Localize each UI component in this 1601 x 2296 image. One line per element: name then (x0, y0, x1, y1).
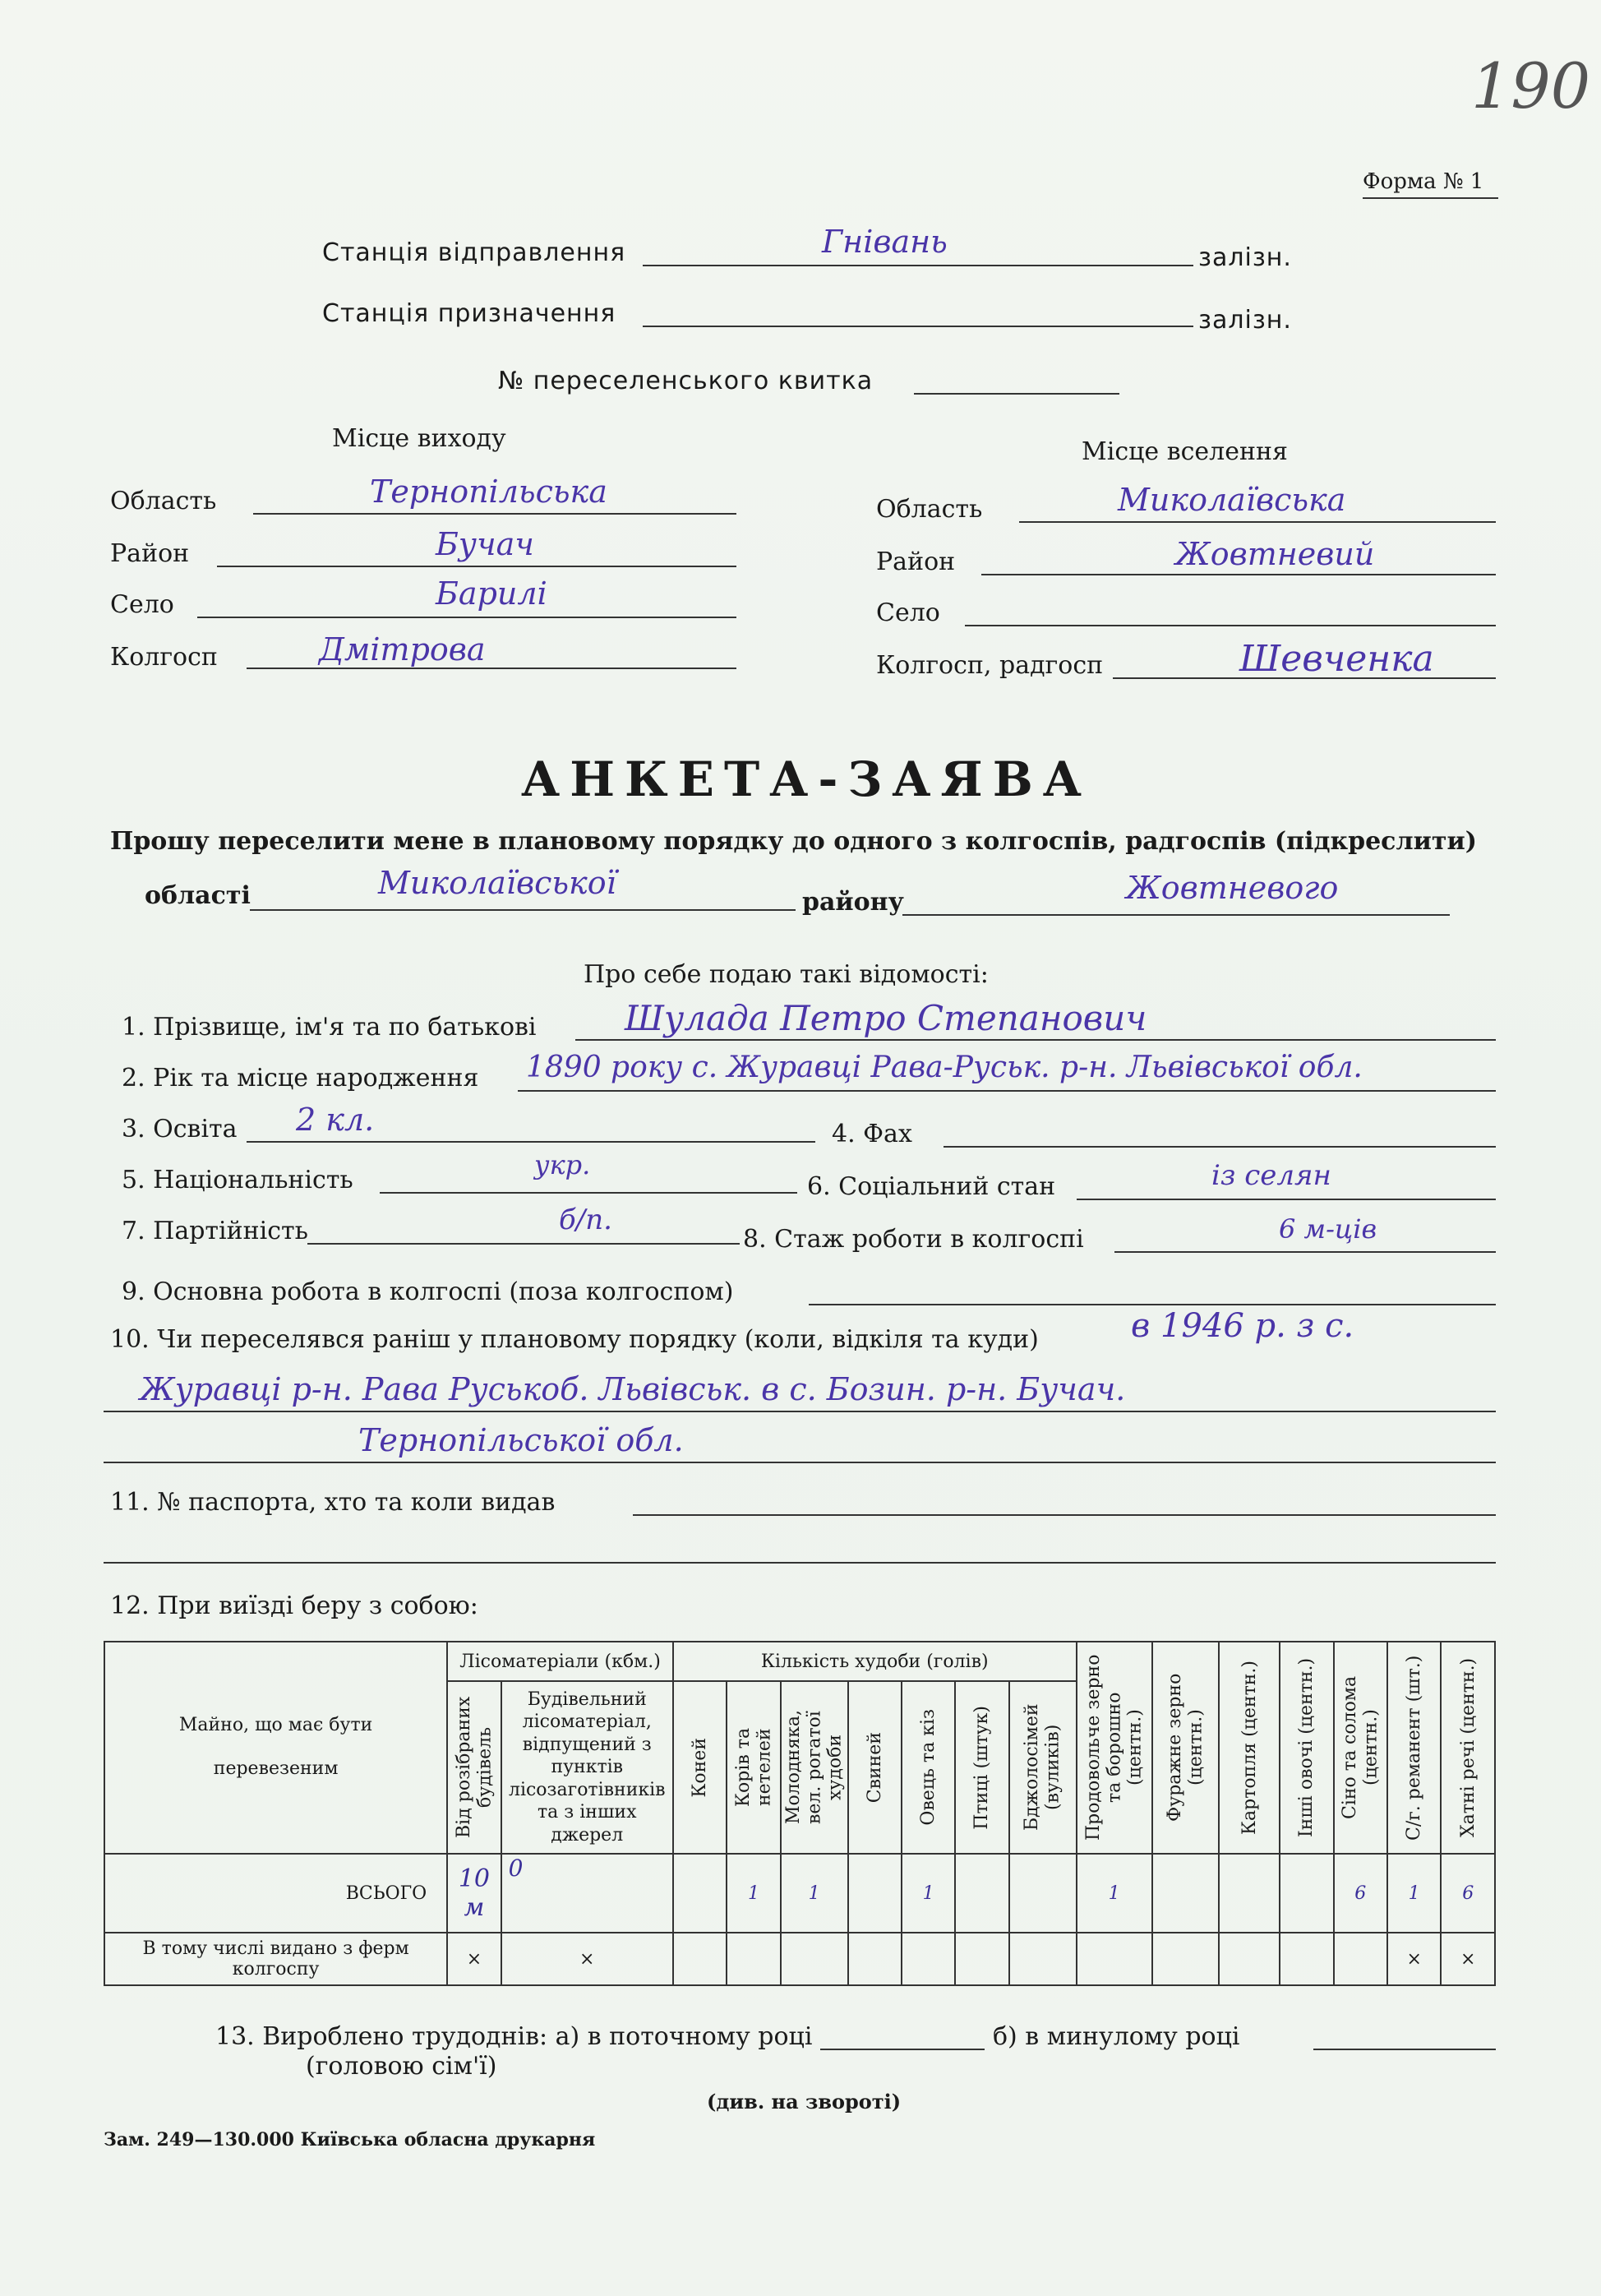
kolkhoz-cell (1280, 1933, 1333, 1985)
origin-district-value: Бучач (436, 526, 534, 562)
ticket-label: № переселенського квитка (498, 367, 874, 395)
field-10-value-b: Журавці р-н. Рава Руськоб. Львівськ. в с. Бозин. р-н. Бучач. (140, 1371, 1126, 1407)
field-7-label: 7. Партійність (122, 1217, 308, 1245)
oblast-label: області (145, 881, 251, 910)
destination-kolkhoz-value: Шевченка (1239, 638, 1434, 680)
origin-region-label: Область (110, 487, 217, 515)
total-cell: 1 (781, 1854, 848, 1933)
request-text: Прошу переселити мене в плановому порядку до одного з колгоспів, радгоспів (підкреслити) (110, 827, 1477, 856)
departure-station-value: Гнівань (822, 224, 948, 260)
field-10-label: 10. Чи переселявся раніш у плановому порядку (коли, відкіля та куди) (110, 1325, 1039, 1354)
form-number: Форма № 1 (1363, 169, 1498, 199)
field-10-value-a: в 1946 р. з с. (1131, 1307, 1354, 1345)
field-11-label: 11. № паспорта, хто та коли видав (110, 1488, 556, 1517)
kolkhoz-cell: × (1441, 1933, 1495, 1985)
destination-village-label: Село (876, 598, 940, 627)
destination-region-label: Область (876, 495, 983, 524)
col-horses-header: Коней (673, 1681, 727, 1854)
kolkhoz-cell (848, 1933, 902, 1985)
col-feed-grain-header: Фуражне зерно (центн.) (1152, 1642, 1220, 1854)
kolkhoz-cell (1219, 1933, 1280, 1985)
total-cell (1009, 1854, 1077, 1933)
kolkhoz-cell (781, 1933, 848, 1985)
origin-heading: Місце виходу (332, 424, 506, 453)
kolkhoz-cell (902, 1933, 955, 1985)
field-1-value: Шулада Петро Степанович (625, 998, 1147, 1038)
kolkhoz-cell: × (447, 1933, 501, 1985)
total-cell (673, 1854, 727, 1933)
origin-region-value: Тернопільська (370, 474, 607, 510)
total-cell (955, 1854, 1008, 1933)
field-6-label: 6. Соціальний стан (807, 1172, 1056, 1201)
col-young-header: Молодняка, вел. рогатої худоби (781, 1681, 848, 1854)
total-cell: 1 (902, 1854, 955, 1933)
col-building-material-header: Будівельний лісоматеріал, відпущений з пунктів лісозаготівників та з інших джерел (501, 1681, 673, 1854)
col-bees-header: Бджолосімей (вуликів) (1009, 1681, 1077, 1854)
kolkhoz-cell (1334, 1933, 1387, 1985)
destination-heading: Місце вселення (1082, 437, 1288, 466)
field-1-label: 1. Прізвище, ім'я та по батькові (122, 1013, 537, 1042)
kolkhoz-cell (727, 1933, 780, 1985)
col-cows-header: Корів та нетелей (727, 1681, 780, 1854)
workdays-prev-label: б) в минулому році (993, 2022, 1240, 2051)
col-birds-header: Птиці (штук) (955, 1681, 1008, 1854)
destination-district-label: Район (876, 547, 956, 576)
total-cell (1152, 1854, 1220, 1933)
origin-village-value: Барилі (436, 575, 547, 612)
kolkhoz-cell: × (501, 1933, 673, 1985)
destination-station-label: Станція призначення (322, 299, 616, 328)
property-table (104, 1641, 1496, 1986)
total-cell (1219, 1854, 1280, 1933)
departure-station-label: Станція відправлення (322, 238, 626, 267)
table-row-total (104, 1854, 1495, 1933)
kolkhoz-cell (955, 1933, 1008, 1985)
field-3-value: 2 кл. (296, 1102, 375, 1138)
field-6-value: із селян (1211, 1159, 1331, 1192)
destination-district-value: Жовтневий (1175, 536, 1375, 572)
col-household-header: Хатні речі (центн.) (1441, 1642, 1495, 1854)
col-pigs-header: Свиней (848, 1681, 902, 1854)
workdays-sub: (головою сім'ї) (306, 2052, 497, 2081)
row-kolkhoz-label: В тому числі видано з ферм колгоспу (104, 1933, 447, 1985)
table-row-kolkhoz (104, 1933, 1495, 1985)
field-5-label: 5. Національність (122, 1166, 353, 1194)
col-property-header: Майно, що має бути перевезеним (104, 1642, 447, 1854)
destination-region-value: Миколаївська (1118, 482, 1346, 518)
field-8-label: 8. Стаж роботи в колгоспі (743, 1225, 1084, 1254)
col-implements-header: С/г. реманент (шт.) (1387, 1642, 1441, 1854)
field-2-value: 1890 року с. Журавці Рава-Руськ. р-н. Львівської обл. (526, 1051, 1363, 1084)
col-potato-header: Картопля (центн.) (1219, 1642, 1280, 1854)
departure-rail: залізн. (1198, 243, 1292, 272)
workdays-label: 13. Вироблено трудоднів: а) в поточному році (215, 2022, 813, 2051)
raion-label: району (802, 888, 904, 917)
total-cell (848, 1854, 902, 1933)
total-cell: 6 (1441, 1854, 1495, 1933)
group-timber-header: Лісоматеріали (кбм.) (447, 1642, 673, 1681)
col-vegetables-header: Інші овочі (центн.) (1280, 1642, 1333, 1854)
field-8-value: 6 м-ців (1279, 1213, 1377, 1245)
oblast-value: Миколаївської (378, 865, 616, 901)
destination-kolkhoz-label: Колгосп, радгосп (876, 651, 1104, 680)
origin-kolkhoz-value: Дмітрова (319, 631, 486, 668)
field-3-label: 3. Освіта (122, 1115, 238, 1143)
col-hay-header: Сіно та солома (центн.) (1334, 1642, 1387, 1854)
field-4-label: 4. Фах (832, 1120, 912, 1148)
field-9-label: 9. Основна робота в колгоспі (поза колгоспом) (122, 1277, 734, 1306)
field-5-value: укр. (534, 1149, 591, 1180)
field-7-value: б/п. (559, 1203, 612, 1236)
field-10-value-c: Тернопільської обл. (358, 1422, 684, 1458)
total-cell: 6 (1334, 1854, 1387, 1933)
kolkhoz-cell (1077, 1933, 1152, 1985)
about-heading: Про себе подаю такі відомості: (584, 960, 989, 989)
printer-line: Зам. 249—130.000 Київська обласна друкарня (104, 2129, 596, 2150)
origin-village-label: Село (110, 590, 174, 619)
col-food-grain-header: Продовольче зерно та борошно (центн.) (1077, 1642, 1152, 1854)
total-cell: 1 (1077, 1854, 1152, 1933)
total-cell: 1 (1387, 1854, 1441, 1933)
field-2-label: 2. Рік та місце народження (122, 1064, 479, 1093)
total-cell: 1 (727, 1854, 780, 1933)
destination-rail: залізн. (1198, 306, 1292, 335)
page-title: АНКЕТА-ЗАЯВА (521, 751, 1091, 807)
kolkhoz-cell (1152, 1933, 1220, 1985)
col-dismantled-header: Від розібраних будівель (447, 1681, 501, 1854)
raion-value: Жовтневого (1126, 870, 1339, 906)
row-total-label: ВСЬОГО (104, 1854, 447, 1933)
total-cell: 0 (501, 1854, 673, 1933)
origin-kolkhoz-label: Колгосп (110, 643, 218, 672)
kolkhoz-cell (673, 1933, 727, 1985)
kolkhoz-cell (1009, 1933, 1077, 1985)
kolkhoz-cell: × (1387, 1933, 1441, 1985)
group-cattle-header: Кількість худоби (голів) (673, 1642, 1077, 1681)
page-number: 190 (1471, 49, 1591, 122)
total-cell (1280, 1854, 1333, 1933)
field-12-label: 12. При виїзді беру з собою: (110, 1591, 478, 1620)
total-cell: 10 м (447, 1854, 501, 1933)
col-sheep-header: Овець та кіз (902, 1681, 955, 1854)
origin-district-label: Район (110, 539, 190, 568)
see-reverse: (див. на звороті) (707, 2090, 902, 2114)
